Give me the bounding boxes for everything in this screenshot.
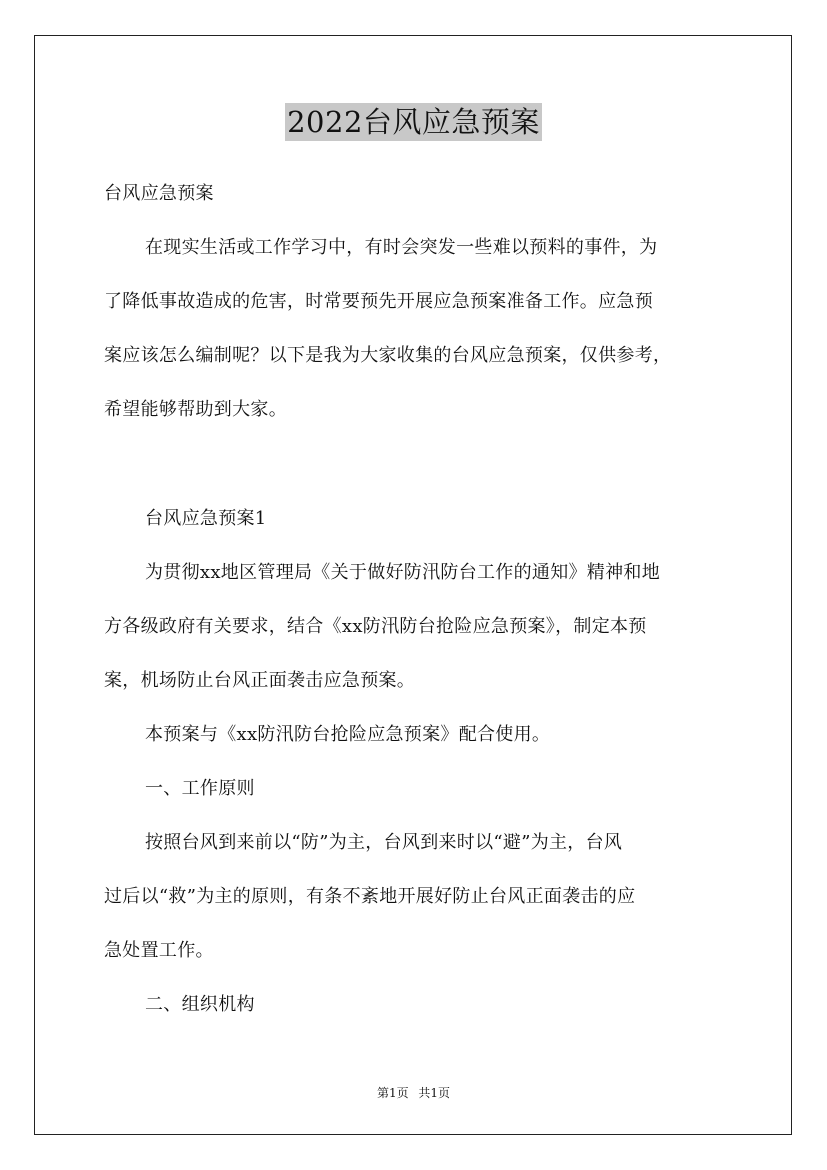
paragraph-line: 了降低事故造成的危害，时常要预先开展应急预案准备工作。应急预 [104, 291, 653, 312]
document-title: 2022台风应急预案 [287, 105, 540, 139]
paragraph-line: 在现实生活或工作学习中，有时会突发一些难以预料的事件，为 [145, 237, 658, 258]
section-heading: 一、工作原则 [145, 778, 255, 799]
section-heading: 台风应急预案1 [145, 508, 267, 529]
section-heading: 二、组织机构 [145, 994, 255, 1015]
page-total: 共1页 [418, 1086, 451, 1100]
paragraph-line: 案，机场防止台风正面袭击应急预案。 [104, 670, 416, 691]
paragraph-line: 过后以“救”为主的原则，有条不紊地开展好防止台风正面袭击的应 [104, 886, 636, 907]
paragraph-line: 案应该怎么编制呢？以下是我为大家收集的台风应急预案，仅供参考， [104, 345, 672, 366]
subtitle: 台风应急预案 [104, 183, 214, 204]
paragraph-line: 希望能够帮助到大家。 [104, 399, 287, 420]
paragraph-line: 急处置工作。 [104, 940, 214, 961]
paragraph-line: 按照台风到来前以“防”为主，台风到来时以“避”为主，台风 [145, 832, 623, 853]
paragraph-line: 本预案与《xx防汛防台抢险应急预案》配合使用。 [145, 724, 551, 745]
paragraph-line: 方各级政府有关要求，结合《xx防汛防台抢险应急预案》，制定本预 [104, 616, 647, 637]
page-number: 第1页 [376, 1086, 409, 1100]
paragraph-line: 为贯彻xx地区管理局《关于做好防汛防台工作的通知》精神和地 [145, 562, 660, 583]
page-footer [0, 1085, 827, 1101]
title-container [0, 103, 827, 141]
